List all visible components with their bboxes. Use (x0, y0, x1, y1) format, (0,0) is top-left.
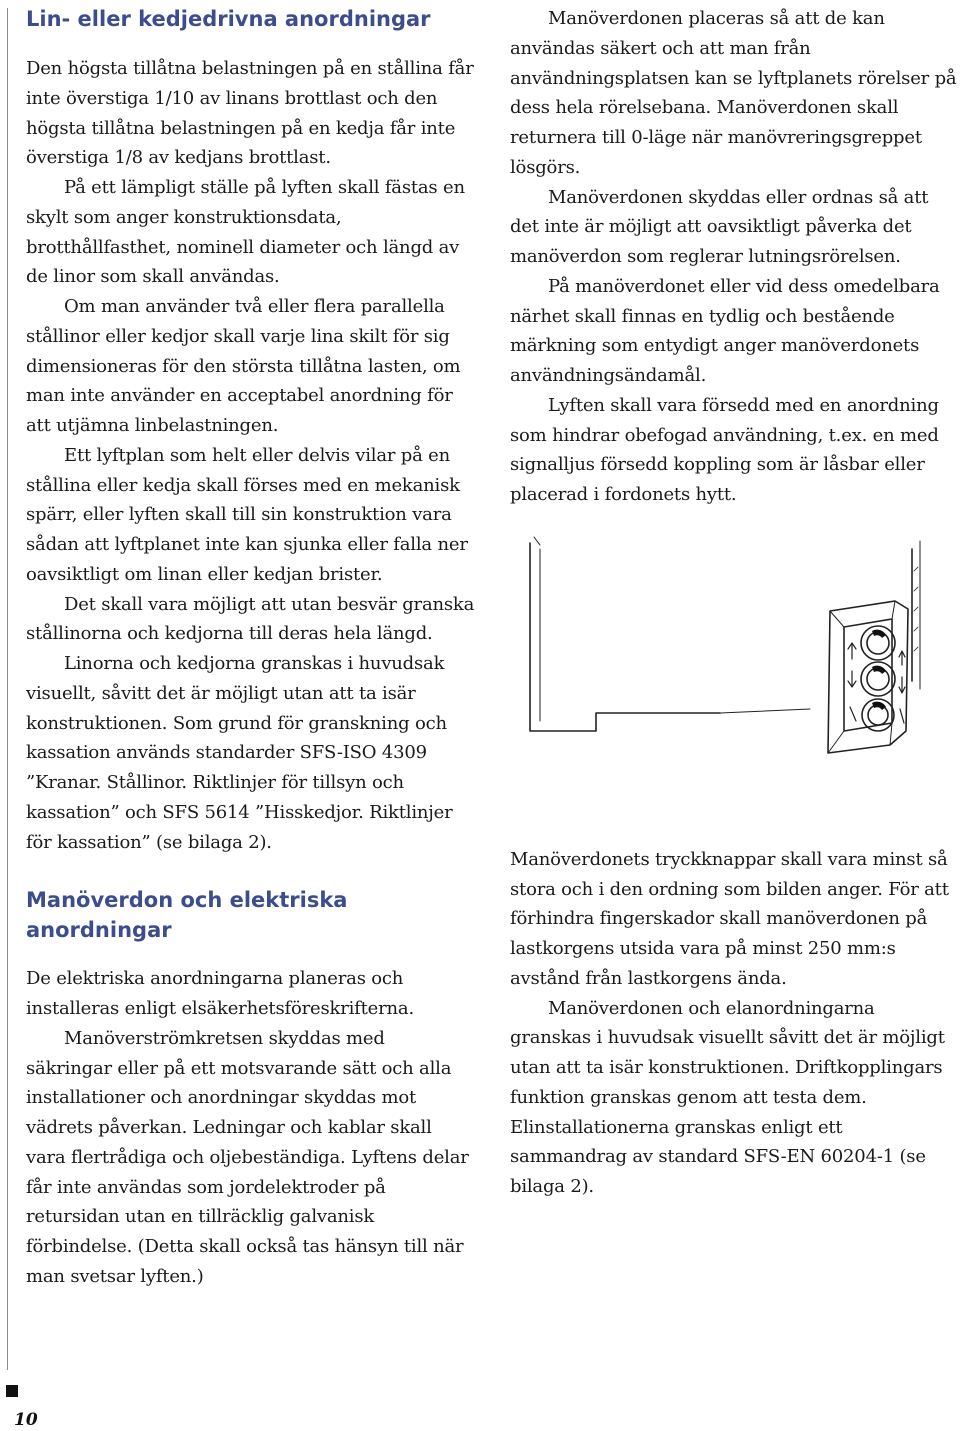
control-panel-illustration (510, 531, 960, 831)
paragraph: Det skall vara möjligt att utan besvär granska stållinorna och kedjorna till deras hela längd. (26, 593, 475, 645)
section-title-controls: Manöverdon och elektriska anordningar (26, 888, 348, 943)
column-rule (7, 8, 8, 1370)
section-title-rope-chain: Lin- eller kedjedrivna anordningar (26, 7, 431, 31)
page-marker-square (6, 1385, 18, 1397)
left-column (26, 4, 476, 1292)
paragraph-continues: Manöverströmkretsen skyddas med säkringar eller på ett motsvarande sätt och alla installationer och anordningar skyddas mot vädrets påverkan. Ledningar och kablar skall vara flertrådiga och oljebeständiga. Lyftens delar får inte användas som jordelektroder på retursidan utan en tillräcklig galvanisk förbindelse. (Detta skall också tas hänsyn till när man svetsar lyften.) (26, 1027, 469, 1287)
paragraph: Om man använder två eller flera parallella stållinor eller kedjor skall varje lina skilt för sig dimensioneras för den största tillåtna lasten, om man inte använder en acceptabel anordning för att utjämna linbelastningen. (26, 296, 461, 436)
paragraph: Lyften skall vara försedd med en anordning som hindrar obefogad användning, t.ex. en med signalljus försedd koppling som är låsbar eller placerad i fordonets hytt. (510, 394, 939, 505)
control-panel-drawing (510, 531, 960, 831)
paragraph: På manöverdonet eller vid dess omedelbara närhet skall finnas en tydlig och bestående märkning som entydigt anger manöverdonets användningsändamål. (510, 275, 940, 386)
paragraph: Linorna och kedjorna granskas i huvudsak visuellt, såvitt det är möjligt utan att ta isär konstruktionen. Som grund för granskning och kassation används standarder SFS-ISO 4309 ”Kranar. Stållinor. Riktlinjer för tillsyn och kassation” och SFS 5614 ”Hisskedjor. Riktlinjer för kassation” (se bilaga 2). (26, 653, 453, 853)
paragraph: Manöverdonets tryckknappar skall vara minst så stora och i den ordning som bilden anger. För att förhindra fingerskador skall manöverdonen på lastkorgens utsida vara på minst 250 mm:s avstånd från lastkorgens ända. (510, 848, 949, 989)
right-column (510, 4, 960, 1202)
paragraph: De elektriska anordningarna planeras och installeras enligt elsäkerhetsföreskrifterna. (26, 968, 414, 1019)
paragraph: Manöverdonen placeras så att de kan användas säkert och att man från användningsplatsen kan se lyftplanets rörelser på dess hela rörelsebana. Manöverdonen skall returnera till 0-läge när manövreringsgreppet lösgörs. (510, 8, 957, 178)
paragraph: Manöverdonen och elanordningarna granskas i huvudsak visuellt såvitt det är möjligt utan att ta isär konstruktionen. Driftkopplingars funktion granskas genom att testa dem. Elinstallationerna granskas enligt ett sammandrag av standard SFS-EN 60204-1 (se bilaga 2). (510, 997, 945, 1197)
paragraph: Den högsta tillåtna belastningen på en stållina får inte överstiga 1/10 av linans brottlast och den högsta tillåtna belastningen på en kedja får inte överstiga 1/8 av kedjans brottlast. (26, 58, 474, 169)
paragraph: Manöverdonen skyddas eller ordnas så att det inte är möjligt att oavsiktligt påverka det manöverdon som reglerar lutningsrörelsen. (510, 186, 929, 267)
paragraph: Ett lyftplan som helt eller delvis vilar på en stållina eller kedja skall förses med en mekanisk spärr, eller lyften skall till sin konstruktion vara sådan att lyftplanet inte kan sjunka eller falla ner oavsiktligt om linan eller kedjan brister. (26, 444, 468, 585)
page-number: 10 (14, 1410, 38, 1430)
paragraph: På ett lämpligt ställe på lyften skall fästas en skylt som anger konstruktionsdata, brotthållfasthet, nominell diameter och längd av de linor som skall användas. (26, 177, 465, 288)
